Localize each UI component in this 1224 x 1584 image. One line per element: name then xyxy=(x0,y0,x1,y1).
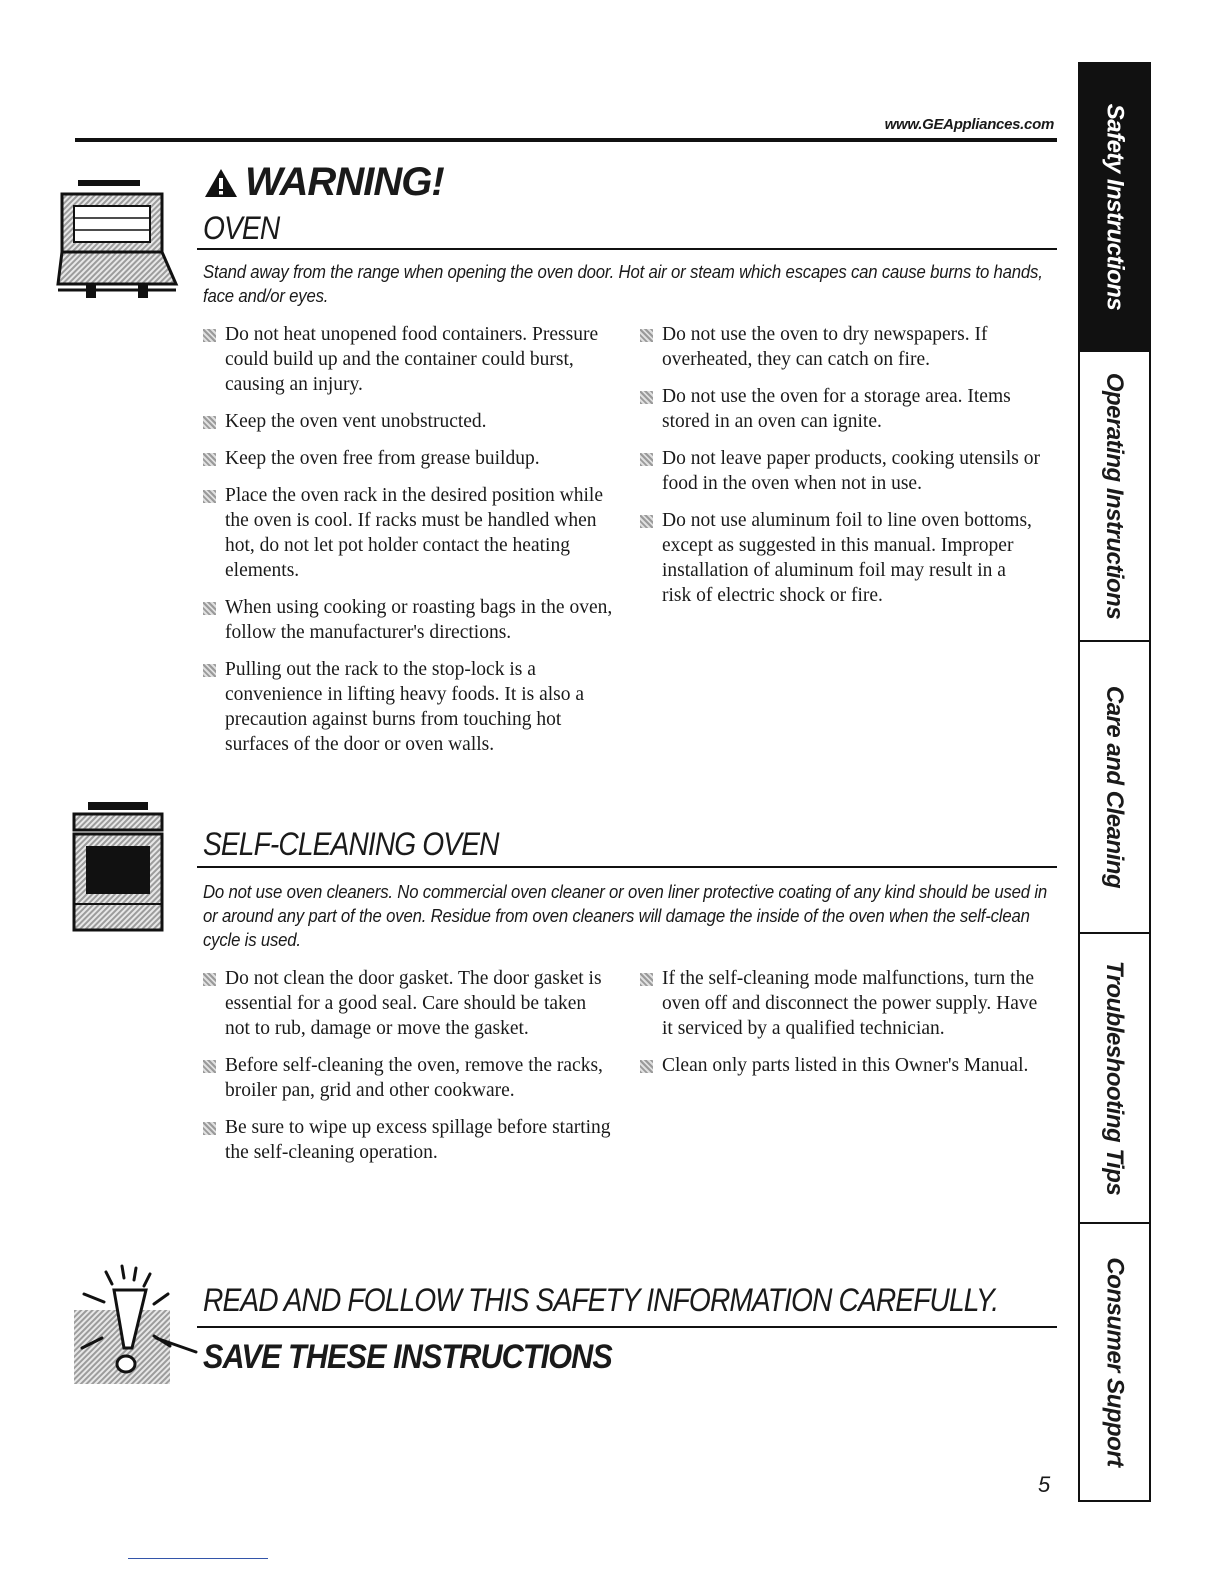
list-item: Before self-cleaning the oven, remove the racks, broiler pan, grid and other cookware. xyxy=(203,1053,613,1103)
list-item: Keep the oven vent unobstructed. xyxy=(203,409,623,434)
list-item: Do not use the oven for a storage area. Items stored in an oven can ignite. xyxy=(640,384,1040,434)
read-follow-notice: READ AND FOLLOW THIS SAFETY INFORMATION CAREFULLY. xyxy=(203,1282,999,1318)
tab-care-and-cleaning[interactable]: Care and Cleaning xyxy=(1080,642,1149,934)
self-cleaning-rule xyxy=(197,866,1057,868)
bullet-icon xyxy=(640,391,653,404)
oven-intro: Stand away from the range when opening the oven door. Hot air or steam which escapes can cause burns to hands, face and/or eyes. xyxy=(203,262,1043,306)
list-item: Do not use the oven to dry newspapers. If overheated, they can catch on fire. xyxy=(640,322,1040,372)
list-item: Be sure to wipe up excess spillage before starting the self-cleaning operation. xyxy=(203,1115,613,1165)
list-item: Clean only parts listed in this Owner's Manual. xyxy=(640,1053,1040,1078)
bullet-icon xyxy=(203,1060,216,1073)
warning-title: WARNING! xyxy=(245,160,444,204)
bullet-icon xyxy=(640,453,653,466)
range-icon xyxy=(72,800,164,934)
bullet-icon xyxy=(203,973,216,986)
bullet-icon xyxy=(203,664,216,677)
list-item: Keep the oven free from grease buildup. xyxy=(203,446,623,471)
footer-link-rule xyxy=(128,1558,268,1559)
self-cleaning-left-column xyxy=(203,966,613,1177)
exclamation-burst-icon xyxy=(60,1262,200,1386)
bullet-icon xyxy=(640,515,653,528)
warning-heading xyxy=(203,160,444,205)
bullet-icon xyxy=(203,416,216,429)
list-item: Do not use aluminum foil to line oven bottoms, except as suggested in this manual. Improper installation of aluminum foil may result in a risk of electric shock or fire. xyxy=(640,508,1040,608)
bullet-icon xyxy=(203,602,216,615)
list-item: Do not leave paper products, cooking utensils or food in the oven when not in use. xyxy=(640,446,1040,496)
list-item: Pulling out the rack to the stop-lock is a convenience in lifting heavy foods. It is also a precaution against burns from touching hot surfaces of the door or oven walls. xyxy=(203,657,623,757)
bullet-icon xyxy=(203,329,216,342)
oven-left-column xyxy=(203,322,623,769)
tab-safety-instructions[interactable]: Safety Instructions xyxy=(1080,64,1149,352)
page-number: 5 xyxy=(1038,1472,1051,1497)
list-item: When using cooking or roasting bags in the oven, follow the manufacturer's directions. xyxy=(203,595,623,645)
self-cleaning-section-title: SELF-CLEANING OVEN xyxy=(203,826,499,862)
bullet-icon xyxy=(203,490,216,503)
tab-troubleshooting-tips[interactable]: Troubleshooting Tips xyxy=(1080,934,1149,1224)
oven-right-column xyxy=(640,322,1040,620)
open-oven-icon xyxy=(56,176,180,302)
warning-triangle-icon xyxy=(203,167,239,199)
list-item: Do not clean the door gasket. The door gasket is essential for a good seal. Care should be taken not to rub, damage or move the gasket. xyxy=(203,966,613,1041)
list-item: Place the oven rack in the desired position while the oven is cool. If racks must be handled when hot, do not let pot holder contact the heating elements. xyxy=(203,483,623,583)
website-url: www.GEAppliances.com xyxy=(884,116,1054,133)
list-item: If the self-cleaning mode malfunctions, turn the oven off and disconnect the power supply. Have it serviced by a qualified technician. xyxy=(640,966,1040,1041)
bullet-icon xyxy=(203,453,216,466)
header-rule xyxy=(75,138,1057,142)
self-cleaning-right-column xyxy=(640,966,1040,1090)
bullet-icon xyxy=(640,973,653,986)
notice-rule xyxy=(197,1326,1057,1328)
bullet-icon xyxy=(640,1060,653,1073)
section-tabs xyxy=(1078,62,1151,1502)
tab-consumer-support[interactable]: Consumer Support xyxy=(1101,1257,1129,1467)
save-instructions-notice: SAVE THESE INSTRUCTIONS xyxy=(203,1338,612,1376)
bullet-icon xyxy=(640,329,653,342)
oven-rule xyxy=(197,248,1057,250)
tab-operating-instructions[interactable]: Operating Instructions xyxy=(1080,352,1149,642)
bullet-icon xyxy=(203,1122,216,1135)
self-cleaning-intro: Do not use oven cleaners. No commercial oven cleaner or oven liner protective coating of any kind should be used in or around any part of the oven. Residue from oven cleaners will damage the inside of the oven when the self-clean cycle is used. xyxy=(203,882,1048,950)
oven-section-title: OVEN xyxy=(203,210,280,246)
list-item: Do not heat unopened food containers. Pressure could build up and the container could burst, causing an injury. xyxy=(203,322,623,397)
